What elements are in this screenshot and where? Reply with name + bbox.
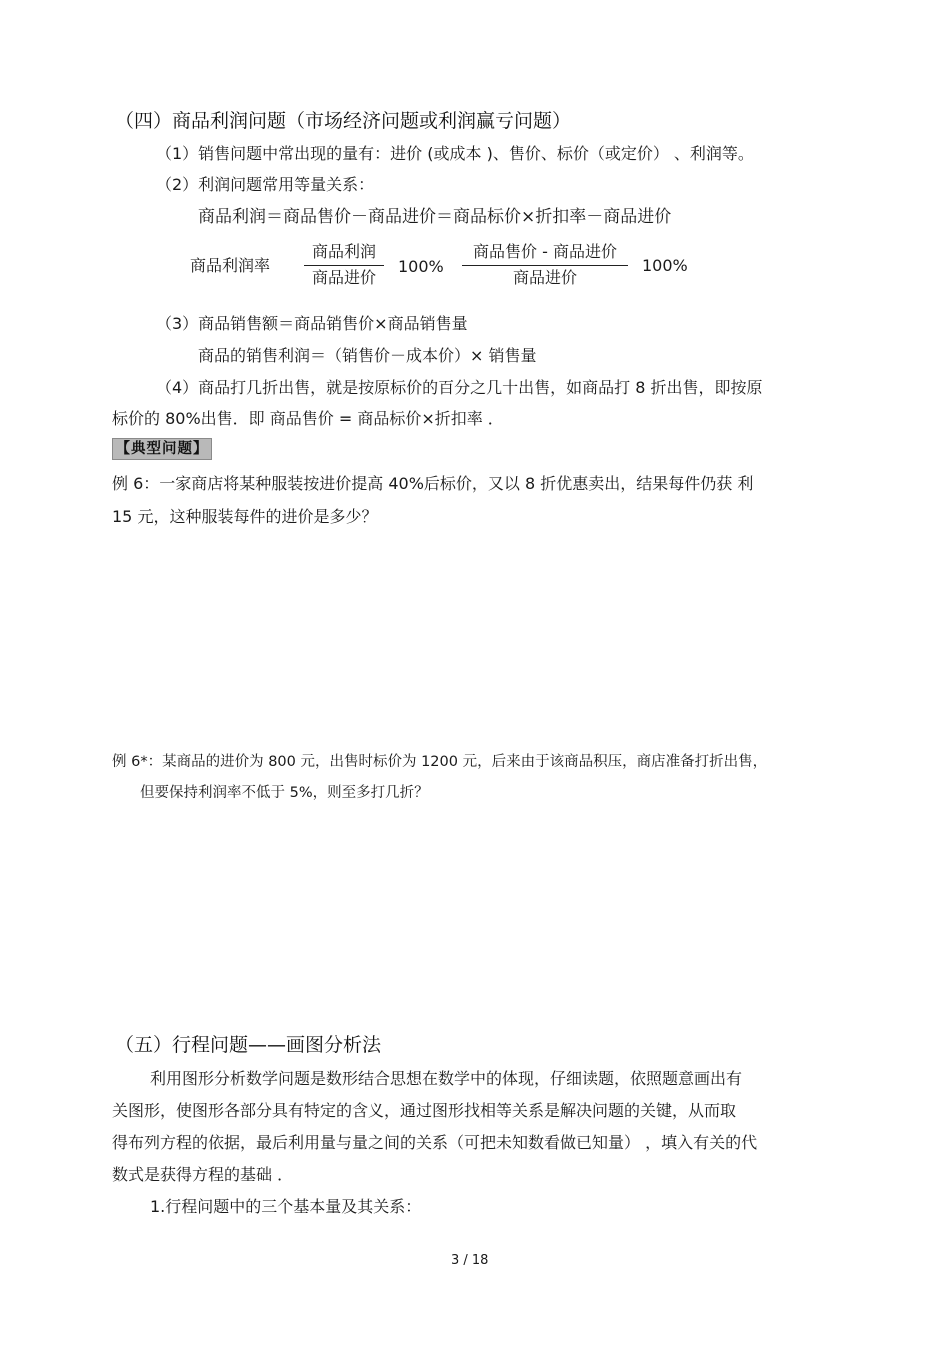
fraction-numerator: 商品利润 xyxy=(311,242,376,261)
section4-item4-line1: （4）商品打几折出售，就是按原标价的百分之几十出售，如商品打 8 折出售，即按原 xyxy=(156,378,763,397)
profit-rate-label: 商品利润率 xyxy=(190,256,271,275)
percent-100-a: 100% xyxy=(398,257,444,276)
fraction-numerator: 商品售价 - 商品进价 xyxy=(473,242,617,261)
page-number: 3 / 18 xyxy=(451,1253,489,1268)
profit-equation: 商品利润＝商品售价－商品进价＝商品标价×折扣率－商品进价 xyxy=(198,207,672,227)
example6-line2: 15 元，这种服装每件的进价是多少？ xyxy=(112,507,378,526)
fraction-profit-over-cost xyxy=(304,244,384,286)
fraction-denominator: 商品进价 xyxy=(512,268,577,287)
section4-heading: （四）商品利润问题（市场经济问题或利润赢亏问题） xyxy=(115,110,572,132)
example6star-line2: 但要保持利润率不低于 5%，则至多打几折？ xyxy=(140,785,429,801)
section5-heading: （五）行程问题——画图分析法 xyxy=(115,1034,382,1056)
percent-100-b: 100% xyxy=(642,256,688,275)
fraction-price-diff-over-cost xyxy=(462,244,628,286)
example6-line1: 例 6：一家商店将某种服装按进价提高 40%后标价，又以 8 折优惠卖出，结果每件仍获 利 xyxy=(112,474,754,493)
section5-item1: 1.行程问题中的三个基本量及其关系： xyxy=(150,1197,422,1216)
section4-item3-profit: 商品的销售利润＝（销售价－成本价）× 销售量 xyxy=(198,346,537,365)
section5-paragraph-line1: 利用图形分析数学问题是数形结合思想在数学中的体现，仔细读题，依照题意画出有 xyxy=(150,1069,743,1088)
fraction-bar xyxy=(462,265,628,266)
fraction-bar xyxy=(304,265,384,266)
typical-problem-badge: 【典型问题】 xyxy=(112,438,212,460)
section4-item1: （1）销售问题中常出现的量有：进价 (或成本 )、售价、标价（或定价） 、利润等。 xyxy=(156,144,754,163)
section4-item2: （2）利润问题常用等量关系： xyxy=(156,175,375,194)
section5-paragraph-line4: 数式是获得方程的基础 ． xyxy=(112,1165,294,1184)
section4-item4-line2: 标价的 80%出售．即 商品售价 = 商品标价×折扣率 ． xyxy=(112,409,504,428)
section5-paragraph-line2: 关图形，使图形各部分具有特定的含义，通过图形找相等关系是解决问题的关键，从而取 xyxy=(112,1101,737,1120)
example6star-line1: 例 6*：某商品的进价为 800 元，出售时标价为 1200 元，后来由于该商品积压，商店准备打折出售， xyxy=(112,754,768,770)
fraction-denominator: 商品进价 xyxy=(311,268,376,287)
section4-item3: （3）商品销售额＝商品销售价×商品销售量 xyxy=(156,314,468,333)
section5-paragraph-line3: 得布列方程的依据，最后利用量与量之间的关系（可把未知数看做已知量） ，填入有关的代 xyxy=(112,1133,758,1152)
